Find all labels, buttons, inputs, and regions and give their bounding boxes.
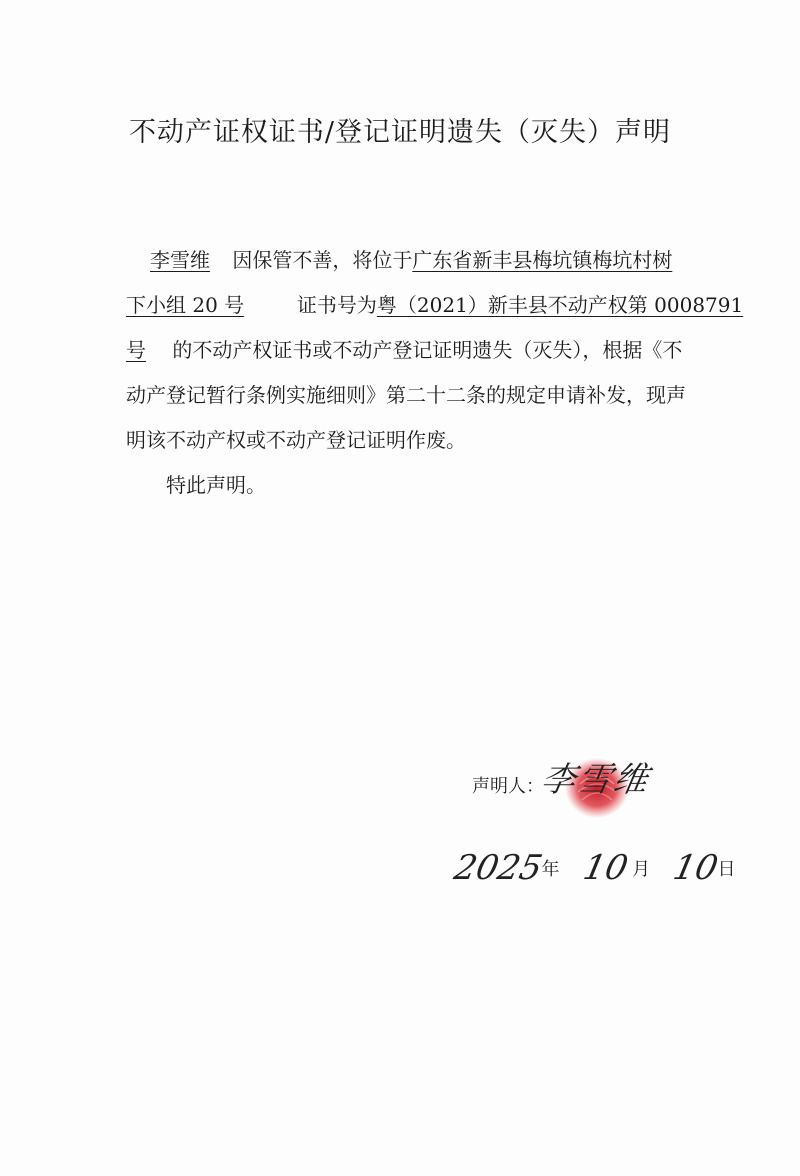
handwritten-signature: 李雪维 (537, 760, 653, 800)
date-day: 10 (670, 848, 722, 888)
document-title: 不动产证权证书/登记证明遗失（灭失）声明 (128, 117, 672, 148)
signing-date (450, 848, 736, 908)
certificate-number-part-1: 粤（2021）新丰县不动产权第 0008791 (376, 293, 744, 317)
statement-line-5: 明该不动产权或不动产登记证明作废。 (126, 428, 466, 452)
date-day-unit: 日 (717, 859, 736, 880)
statement-line-4: 动产登记暂行条例实施细则》第二十二条的规定申请补发，现声 (126, 383, 686, 407)
statement-text-2: 证书号为 (296, 293, 377, 317)
closing-text: 特此声明。 (166, 473, 266, 497)
statement-closing (126, 463, 686, 508)
date-year-unit: 年 (541, 859, 560, 880)
declarant-name: 李雪维 (150, 248, 210, 272)
date-month: 10 (579, 848, 632, 888)
statement-text-1: 因保管不善，将位于 (232, 248, 413, 272)
statement-line-2 (126, 283, 744, 328)
date-year: 2025 (450, 848, 546, 888)
statement-text-3: 的不动产权证书或不动产登记证明遗失（灭失），根据《不 (172, 338, 683, 362)
statement-line-1 (126, 238, 686, 283)
signature-block (472, 760, 712, 830)
statement-body (126, 238, 744, 508)
certificate-number-part-2: 号 (126, 338, 146, 362)
date-month-unit: 月 (632, 859, 651, 880)
declarant-label: 声明人： (472, 776, 544, 797)
statement-line-3 (126, 328, 686, 373)
property-location-part-1: 广东省新丰县梅坑镇梅坑村树 (412, 248, 673, 272)
property-location-part-2: 下小组 20 号 (126, 293, 245, 317)
